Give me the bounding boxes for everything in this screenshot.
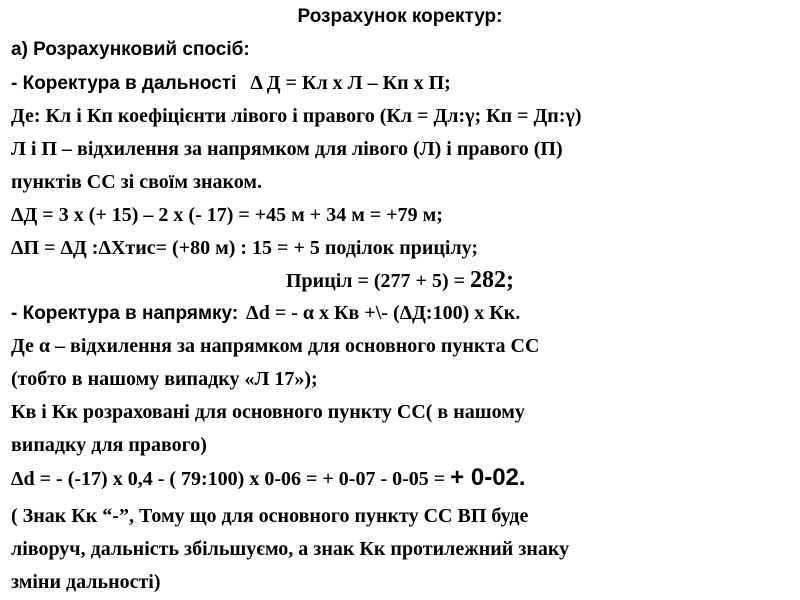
direction-correction-formula: Δd = - α х Кв +\- (ΔД:100) х Кк. [246,302,521,324]
kv-line-2: випадку для правого) [11,434,207,456]
page-title: Розрахунок коректур: [297,6,503,27]
range-correction-formula: Δ Д = Кл х Л – Кп х П; [250,72,451,94]
deviation-line-1: Л і П – відхилення за напрямком для лівого (Л) і правого (П) [11,138,563,160]
result-value: + 0-02. [450,464,526,491]
range-correction-line [11,73,451,93]
result-text: Δd = - (-17) х 0,4 - ( 79:100) х 0-06 = + 0-07 - 0-05 = [11,468,451,490]
alpha-line-2: (тобто в нашому випадку «Л 17»); [11,368,318,390]
delta-d-calculation: ΔД = 3 х (+ 15) – 2 х (- 17) = +45 м + 34 м = +79 м; [11,204,443,226]
note-line-2: ліворуч, дальність збільшуємо, а знак Кк протилежний знаку [11,538,570,560]
alpha-line-1: Де α – відхилення за напрямком для основного пункта СС [11,335,540,357]
delta-p-calculation: ΔП = ΔД :ΔХтис= (+80 м) : 15 = + 5 поділок прицілу; [11,237,479,259]
note-line-3: зміни дальності) [11,571,161,593]
sight-calculation [0,268,800,292]
note-line-1: ( Знак Кк “-”, Тому що для основного пункту СС ВП буде [11,505,529,527]
kv-line-1: Кв і Кк розраховані для основного пункту СС( в нашому [11,401,525,423]
coefficients-line: Де: Кл і Кп коефіцієнти лівого і правого (Кл = Дл:γ; Кп = Дп:γ) [11,105,582,127]
direction-correction-heading: - Коректура в напрямку: [11,303,239,324]
range-correction-heading: - Коректура в дальності [11,73,237,94]
result-calculation [11,466,526,490]
sight-text: Приціл = (277 + 5) = [285,270,470,292]
direction-correction-line [11,303,520,323]
deviation-line-2: пунктів СС зі своїм знаком. [11,171,263,193]
sight-value: 282; [470,267,514,293]
method-heading: а) Розрахунковий спосіб: [11,39,250,60]
